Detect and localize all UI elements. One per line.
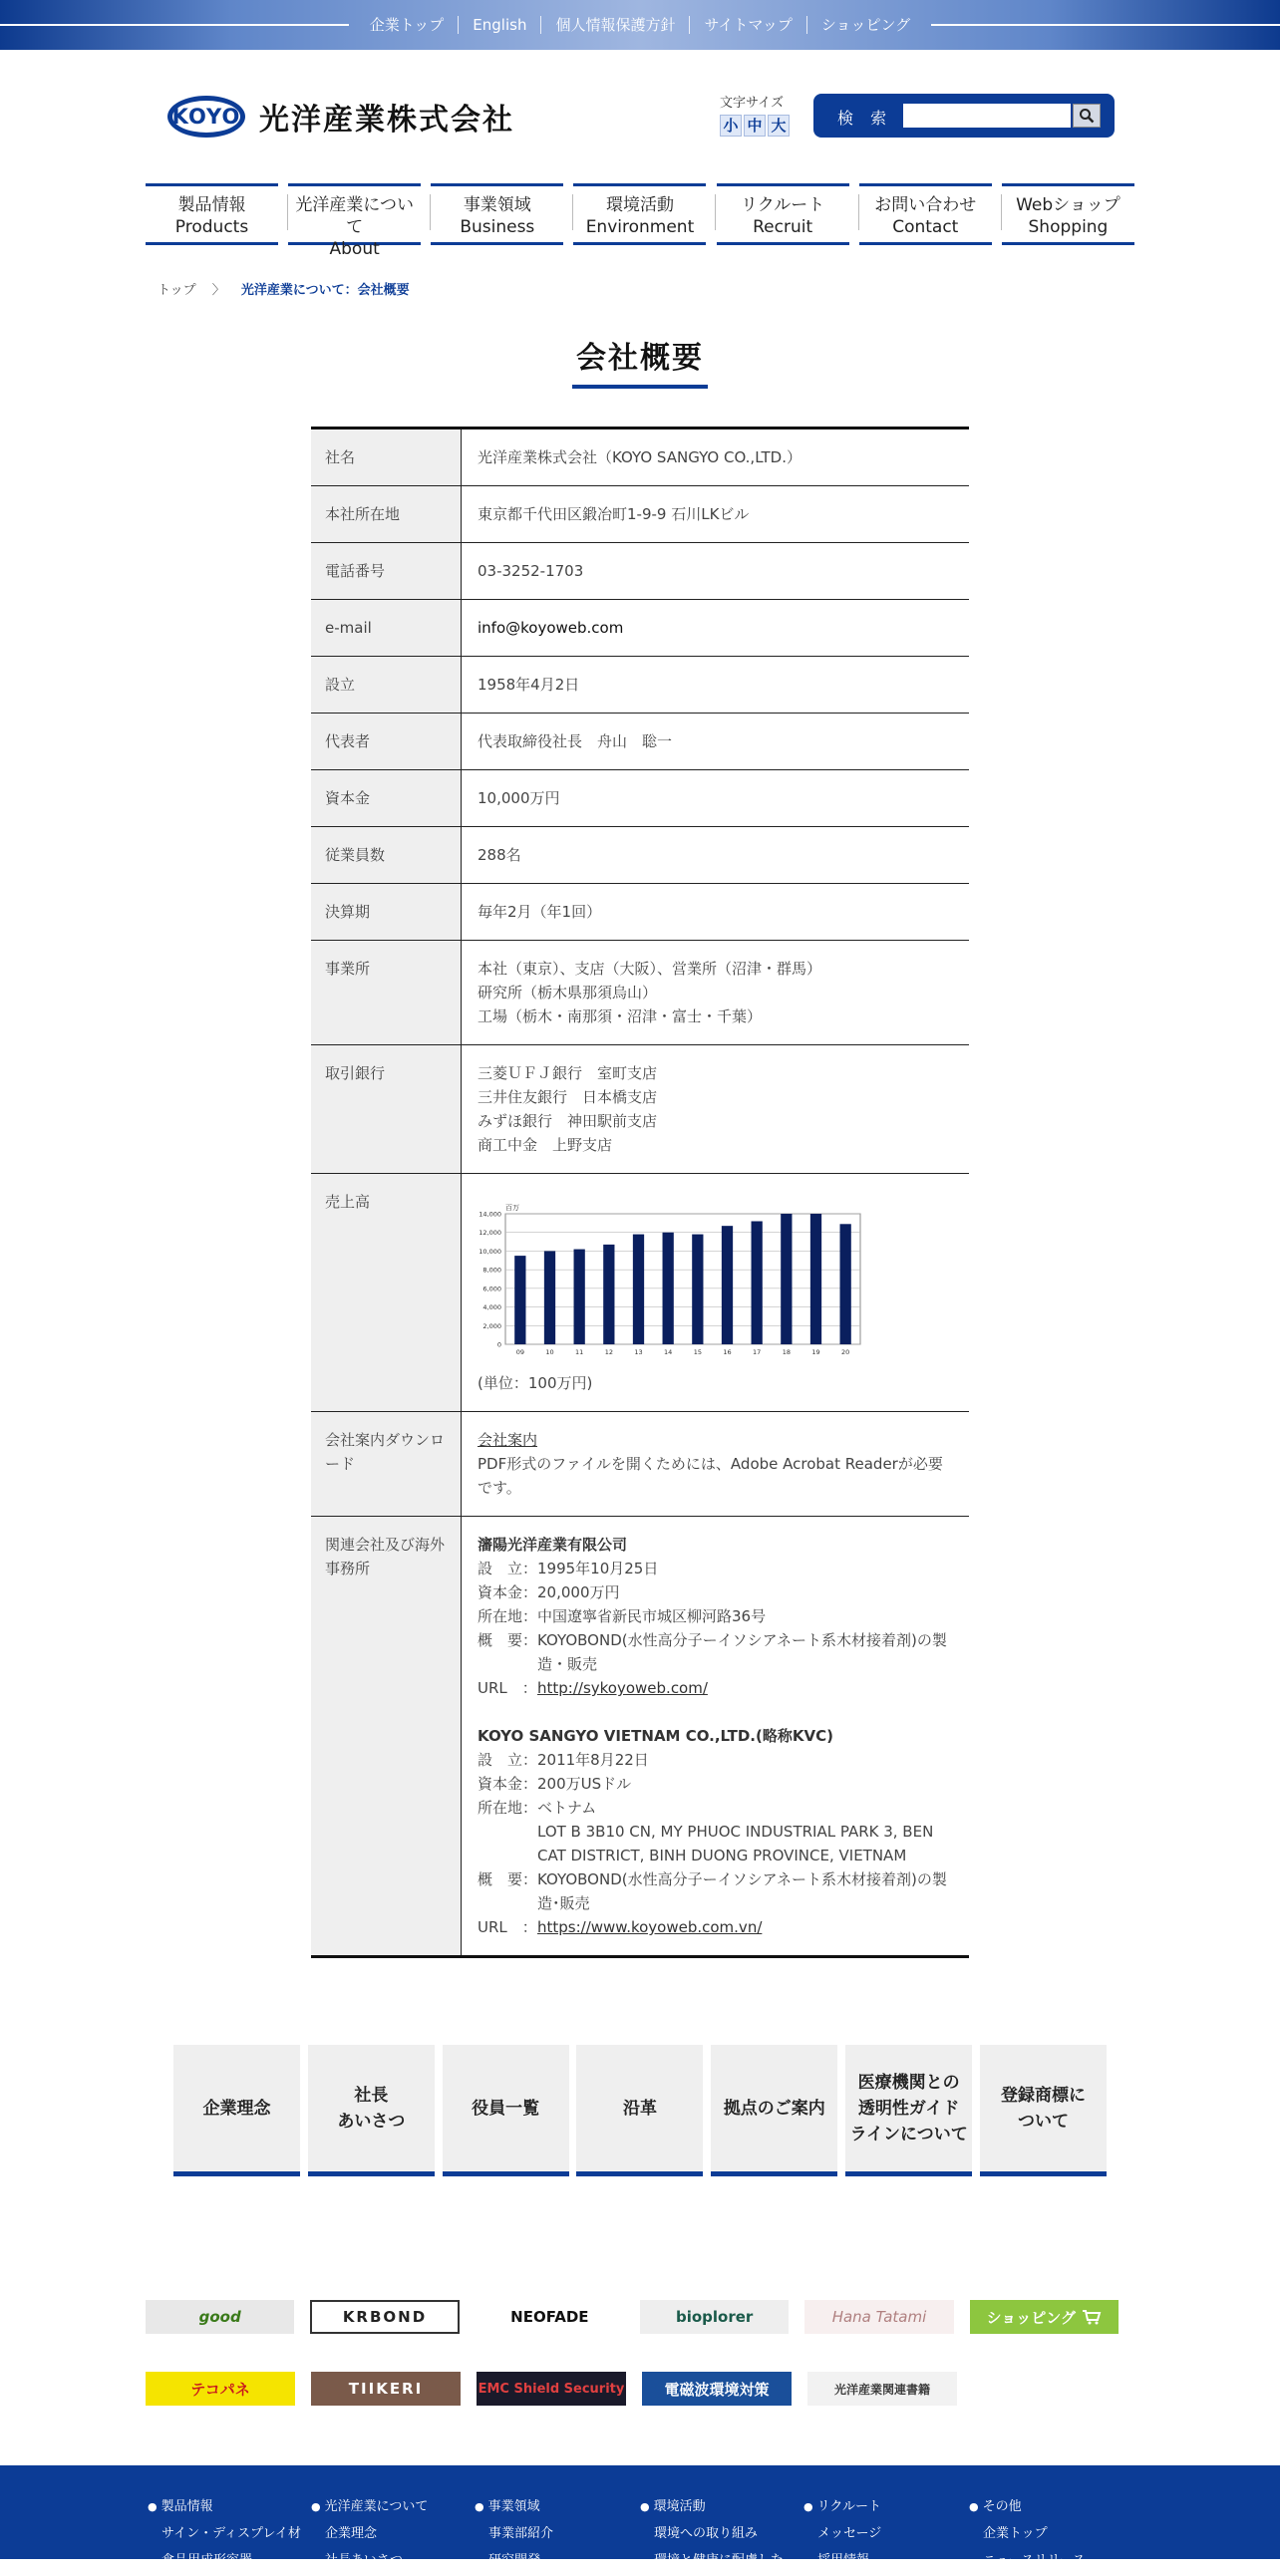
chart-bar-13 [633, 1235, 644, 1344]
banner-good[interactable]: good [146, 2300, 294, 2334]
affiliate-2-name: KOYO SANGYO VIETNAM CO.,LTD.(略称KVC) [478, 1727, 833, 1745]
subnav-history-button[interactable]: 沿革 [576, 2045, 703, 2176]
chart-x-tick-label: 09 [515, 1348, 524, 1356]
footer-link[interactable]: 研究開発 [488, 2553, 541, 2568]
aff1-url-link[interactable]: http://sykoyoweb.com/ [537, 1679, 708, 1697]
breadcrumb-current: 光洋産業について：会社概要 [240, 283, 410, 298]
pdf-reader-note: PDF形式のファイルを開くためには、Adobe Acrobat Readerが必要です。 [478, 1455, 943, 1497]
chart-plot-frame [505, 1214, 860, 1344]
chart-bar-12 [603, 1245, 614, 1344]
koyo-logo-mark: KOYO [167, 96, 245, 138]
chart-x-tick-label: 18 [782, 1348, 791, 1356]
nav-environment-ja: 環境活動 [605, 195, 674, 215]
subnav-philosophy-button[interactable]: 企業理念 [173, 2045, 300, 2176]
row-label-fiscal: 決算期 [311, 884, 462, 940]
table-row [311, 429, 969, 486]
subnav-locations-button[interactable]: 拠点のご案内 [711, 2045, 837, 2176]
nav-business[interactable] [431, 183, 563, 245]
row-value-address: 東京都千代田区鍛冶町1-9-9 石川LKビル [478, 505, 750, 523]
toplink-sitemap[interactable]: サイトマップ [690, 16, 806, 34]
font-size-small-button[interactable]: 小 [720, 115, 742, 137]
office-line: 本社（東京）、支店（大阪）、営業所（沼津・群馬） [478, 960, 822, 978]
footer-link[interactable]: サイン・ディスプレイ材 [161, 2526, 301, 2541]
nav-about[interactable] [288, 183, 421, 259]
row-value-rep: 代表取締役社長 舟山 聡一 [478, 732, 673, 750]
row-value-employees: 288名 [478, 846, 521, 864]
aff1-summary-key: 概 要： [478, 1631, 538, 1649]
nav-products-en: Products [174, 217, 249, 237]
footer-link[interactable]: 環境と健康に配慮した [654, 2553, 785, 2568]
row-label-email: e-mail [311, 600, 462, 656]
footer-col-about [311, 2495, 471, 2576]
row-value-sales [462, 1174, 969, 1411]
chart-y-tick-label: 6,000 [482, 1285, 501, 1293]
chart-y-tick-label: 8,000 [482, 1266, 501, 1275]
row-label-download: 会社案内ダウンロード [311, 1412, 462, 1516]
company-name: 光洋産業株式会社 [259, 103, 514, 138]
toplink-privacy[interactable]: 個人情報保護方針 [541, 16, 690, 34]
breadcrumb-separator: 〉 [211, 283, 225, 298]
footer-col-products [148, 2495, 307, 2576]
office-line: 工場（栃木・南那須・沼津・富士・千葉） [478, 1007, 763, 1025]
row-label-address: 本社所在地 [311, 486, 462, 542]
aff2-url-key: URL ： [478, 1918, 537, 1936]
aff2-founded-key: 設 立： [478, 1751, 538, 1769]
bank-line: 商工中金 上野支店 [478, 1136, 613, 1154]
chart-bar-16 [722, 1226, 733, 1344]
chart-bar-09 [514, 1256, 525, 1344]
chart-bar-19 [810, 1214, 821, 1344]
search-box [813, 94, 1115, 138]
nav-business-ja: 事業領域 [463, 195, 531, 215]
aff1-address: 中国遼寧省新民市城区柳河路36号 [537, 1607, 767, 1625]
banner-shopping-label: ショッピング [986, 2308, 1077, 2327]
subnav-message-button[interactable]: 社長 あいさつ [308, 2045, 435, 2176]
footer-col-recruit [803, 2495, 963, 2576]
footer-head[interactable]: ● 環境活動 [640, 2495, 800, 2514]
nav-contact[interactable] [859, 183, 992, 245]
row-label-company: 社名 [311, 429, 462, 485]
footer-head[interactable]: ● 光洋産業について [311, 2495, 471, 2514]
search-icon [1079, 108, 1095, 124]
nav-environment[interactable] [573, 183, 706, 245]
row-label-rep: 代表者 [311, 714, 462, 769]
nav-products-ja: 製品情報 [177, 195, 246, 215]
banner-tekopane[interactable]: テコパネ [146, 2372, 295, 2406]
chart-x-tick-label: 20 [841, 1348, 850, 1356]
banner-emc-shield[interactable]: EMC Shield Security [477, 2372, 626, 2406]
toplink-corporate[interactable]: 企業トップ [356, 16, 460, 34]
toplink-shopping[interactable]: ショッピング [820, 16, 911, 34]
nav-business-en: Business [460, 217, 535, 237]
table-row [311, 486, 969, 543]
aff2-summary: KOYOBOND(水性高分子ーイソシアネート系木材接着剤)の製造･販売 [537, 1870, 947, 1912]
aff1-url-key: URL ： [478, 1679, 537, 1697]
aff2-address-country: ベトナム [537, 1799, 597, 1817]
footer-link[interactable]: 社長あいさつ [325, 2553, 404, 2568]
nav-shopping-ja: Webショップ [1016, 195, 1120, 215]
footer-link[interactable]: 企業理念 [325, 2526, 378, 2541]
aff1-founded-key: 設 立： [478, 1560, 538, 1577]
banner-em-wave[interactable]: 電磁波環境対策 [642, 2372, 792, 2406]
table-row [311, 1045, 969, 1174]
row-value-company: 光洋産業株式会社（KOYO SANGYO CO.,LTD.） [478, 448, 801, 466]
company-profile-table [311, 427, 969, 1958]
chart-x-tick-label: 13 [634, 1348, 643, 1356]
chart-y-tick-label: 14,000 [479, 1210, 501, 1219]
chart-x-tick-label: 15 [693, 1348, 702, 1356]
aff2-address-key: 所在地： [478, 1799, 538, 1817]
chart-bar-11 [574, 1250, 585, 1344]
table-row [311, 657, 969, 714]
footer-link[interactable]: 事業部紹介 [488, 2526, 554, 2541]
row-label-banks: 取引銀行 [311, 1045, 462, 1173]
nav-contact-ja: お問い合わせ [874, 195, 977, 215]
aff1-capital: 20,000万円 [537, 1583, 620, 1601]
aff2-capital-key: 資本金： [478, 1775, 538, 1793]
chart-bar-20 [840, 1224, 851, 1344]
nav-environment-en: Environment [585, 217, 695, 237]
nav-recruit-ja: リクルート [741, 195, 825, 215]
table-row [311, 941, 969, 1045]
nav-products[interactable] [146, 183, 278, 245]
table-row [311, 884, 969, 941]
office-line: 研究所（栃木県那須烏山） [478, 984, 658, 1002]
footer-head[interactable]: ● 製品情報 [148, 2495, 307, 2514]
footer-link[interactable]: メッセージ [817, 2526, 882, 2541]
chart-x-tick-label: 19 [811, 1348, 820, 1356]
banner-books[interactable]: 光洋産業関連書籍 [807, 2372, 957, 2406]
nav-contact-en: Contact [892, 217, 959, 237]
chart-x-tick-label: 11 [575, 1348, 584, 1356]
aff2-summary-key: 概 要： [478, 1870, 538, 1888]
breadcrumb [158, 279, 410, 298]
footer-col-environment [640, 2495, 800, 2576]
table-row [311, 600, 969, 657]
top-links [0, 14, 1280, 35]
aff1-summary: KOYOBOND(水性高分子ーイソシアネート系木材接着剤)の製造・販売 [537, 1631, 947, 1673]
chart-y-tick-label: 12,000 [479, 1229, 501, 1238]
chart-x-tick-label: 10 [545, 1348, 554, 1356]
row-value-download [462, 1412, 969, 1516]
about-subnav [173, 2045, 1107, 2176]
table-row [311, 827, 969, 884]
footer-link[interactable]: 採用情報 [817, 2553, 870, 2568]
company-brochure-link[interactable]: 会社案内 [478, 1431, 538, 1449]
bank-line: 三菱ＵＦＪ銀行 室町支店 [478, 1064, 658, 1082]
global-nav [146, 183, 1134, 259]
footer-col-other [969, 2495, 1128, 2576]
row-label-employees: 従業員数 [311, 827, 462, 883]
aff2-url-link[interactable]: https://www.koyoweb.com.vn/ [537, 1918, 763, 1936]
font-size-label: 文字サイズ [720, 96, 784, 111]
aff1-capital-key: 資本金： [478, 1583, 538, 1601]
table-row [311, 1517, 969, 1955]
banner-neofade[interactable]: NEOFADE [476, 2300, 624, 2334]
table-row [311, 770, 969, 827]
footer-link[interactable]: 食品用成形容器 [161, 2553, 253, 2568]
chart-bar-15 [692, 1235, 703, 1344]
subnav-trademarks-button[interactable]: 登録商標に ついて [980, 2045, 1107, 2176]
table-row [311, 1174, 969, 1412]
bank-line: みずほ銀行 神田駅前支店 [478, 1112, 658, 1130]
chart-x-tick-label: 16 [723, 1348, 732, 1356]
footer-link[interactable]: 企業トップ [983, 2526, 1048, 2541]
row-value-founded: 1958年4月2日 [478, 676, 580, 694]
chart-y-unit-label: 百万 [505, 1204, 519, 1212]
banner-shopping[interactable] [970, 2300, 1119, 2334]
row-label-capital: 資本金 [311, 770, 462, 826]
nav-recruit[interactable] [717, 183, 849, 245]
row-value-banks [462, 1045, 969, 1173]
search-label: 検 索 [837, 109, 893, 128]
aff2-founded: 2011年8月22日 [537, 1751, 649, 1769]
table-row [311, 543, 969, 600]
page-title: 会社概要 [572, 333, 708, 389]
row-value-affiliates [462, 1517, 969, 1955]
sales-chart [478, 1196, 866, 1365]
breadcrumb-home[interactable]: トップ [158, 283, 196, 298]
aff1-address-key: 所在地： [478, 1607, 538, 1625]
chart-y-tick-label: 4,000 [482, 1303, 501, 1312]
footer-col-business [475, 2495, 634, 2576]
site-logo[interactable] [167, 94, 514, 140]
search-input[interactable] [903, 104, 1071, 128]
nav-recruit-en: Recruit [753, 217, 813, 237]
row-label-founded: 設立 [311, 657, 462, 713]
banner-tiikeri[interactable]: TIIKERI [311, 2372, 461, 2406]
bank-line: 三井住友銀行 日本橋支店 [478, 1088, 658, 1106]
chart-x-tick-label: 17 [753, 1348, 762, 1356]
chart-bar-14 [663, 1233, 674, 1344]
chart-bar-18 [781, 1214, 792, 1344]
row-label-offices: 事業所 [311, 941, 462, 1044]
aff2-address-detail: LOT B 3B10 CN, MY PHUOC INDUSTRIAL PARK 3, BEN CAT DISTRICT, BINH DUONG PROVINCE, VIETNAM [537, 1823, 934, 1864]
chart-y-tick-label: 0 [496, 1340, 501, 1349]
row-label-affiliates: 関連会社及び海外事務所 [311, 1517, 462, 1955]
table-row [311, 1412, 969, 1517]
row-value-offices [462, 941, 969, 1044]
aff1-founded: 1995年10月25日 [537, 1560, 659, 1577]
cart-icon [1082, 2309, 1102, 2325]
chart-y-tick-label: 10,000 [479, 1247, 501, 1256]
subnav-officers-button[interactable]: 役員一覧 [443, 2045, 569, 2176]
font-size-medium-button[interactable]: 中 [744, 115, 766, 137]
nav-about-en: About [329, 239, 380, 259]
banner-bioplorer[interactable]: bioplorer [640, 2300, 789, 2334]
nav-about-ja: 光洋産業について [295, 195, 414, 237]
row-label-sales: 売上高 [311, 1174, 462, 1411]
chart-y-tick-label: 2,000 [482, 1321, 501, 1330]
banner-links [146, 2300, 1134, 2443]
chart-x-tick-label: 12 [604, 1348, 613, 1356]
table-row [311, 714, 969, 770]
chart-bar-17 [752, 1221, 763, 1344]
nav-shopping-en: Shopping [1028, 217, 1109, 237]
subnav-transparency-button[interactable]: 医療機関との 透明性ガイド ラインについて [845, 2045, 972, 2176]
email-link[interactable]: info@koyoweb.com [478, 619, 624, 637]
footer-link[interactable]: ニュースリリース [983, 2553, 1086, 2568]
toplink-english[interactable]: English [459, 16, 541, 34]
nav-shopping[interactable] [1002, 183, 1134, 245]
footer-link[interactable]: 環境への取り組み [654, 2526, 759, 2541]
site-footer [0, 2465, 1280, 2568]
search-submit-button[interactable] [1073, 104, 1101, 128]
footer-head[interactable]: ● その他 [969, 2495, 1128, 2514]
footer-head[interactable]: ● リクルート [803, 2495, 963, 2514]
page-title-wrap [0, 333, 1280, 389]
row-value-capital: 10,000万円 [478, 789, 560, 807]
font-size-large-button[interactable]: 大 [768, 115, 790, 137]
top-bar [0, 0, 1280, 50]
row-value-fiscal: 毎年2月（年1回） [478, 903, 602, 921]
banner-krbond[interactable]: KRBOND [310, 2300, 459, 2334]
row-label-phone: 電話番号 [311, 543, 462, 599]
chart-bar-10 [544, 1251, 555, 1344]
row-value-phone: 03-3252-1703 [478, 562, 584, 580]
font-size-control [720, 92, 792, 137]
sales-unit-note: (単位：100万円) [478, 1374, 593, 1392]
aff2-capital: 200万USドル [537, 1775, 632, 1793]
chart-x-tick-label: 14 [664, 1348, 673, 1356]
banner-hana-tatami[interactable]: Hana Tatami [804, 2300, 953, 2334]
affiliate-1-name: 瀋陽光洋産業有限公司 [478, 1536, 628, 1554]
footer-head[interactable]: ● 事業領域 [475, 2495, 634, 2514]
